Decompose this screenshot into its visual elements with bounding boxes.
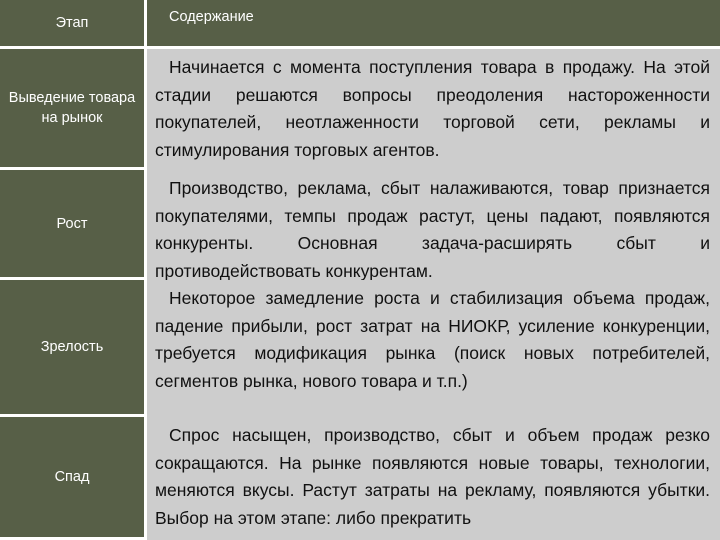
- stage-cell-introduction: [0, 49, 147, 170]
- stage-cell-growth: [0, 170, 147, 280]
- stage-label: Зрелость: [40, 339, 104, 355]
- header-content-cell: [147, 0, 720, 49]
- stage-cell-maturity: [0, 280, 147, 417]
- content-text: Производство, реклама, сбыт налаживаются, товар признается покупателями, темпы продаж растут, цены падают, появляются конкуренты. Основная задача-расширять сбыт и противодействовать конкурентам.: [155, 178, 710, 280]
- content-cell-decline: [147, 417, 720, 540]
- header-stage-cell: [0, 0, 147, 49]
- content-text: Некоторое замедление роста и стабилизация объема продаж, падение прибыли, рост затрат на НИОКР, усиление конкуренции, требуется модификация рынка (поиск новых потребителей, сегментов рынка, нового товара и т.п.): [155, 288, 710, 391]
- header-content-label: Содержание: [169, 9, 254, 25]
- stage-label: Рост: [56, 215, 88, 232]
- content-text: Спрос насыщен, производство, сбыт и объем продаж резко сокращаются. На рынке появляются новые товары, технологии, меняются вкусы. Растут затраты на рекламу, появляются убытки. Выбор на этом этапе: либо прекратить: [155, 425, 710, 528]
- stage-cell-decline: [0, 417, 147, 540]
- header-stage-label: Этап: [55, 15, 89, 31]
- stage-label: Выведение товара на рынок: [8, 90, 136, 126]
- content-cell-growth: [147, 170, 720, 280]
- content-cell-introduction: [147, 49, 720, 170]
- stage-label: Спад: [54, 469, 90, 485]
- content-cell-maturity: [147, 280, 720, 417]
- content-text: Начинается с момента поступления товара в продажу. На этой стадии решаются вопросы преодоления настороженности покупателей, неотлаженности торговой сети, рекламы и стимулирования торговых агентов.: [155, 57, 710, 160]
